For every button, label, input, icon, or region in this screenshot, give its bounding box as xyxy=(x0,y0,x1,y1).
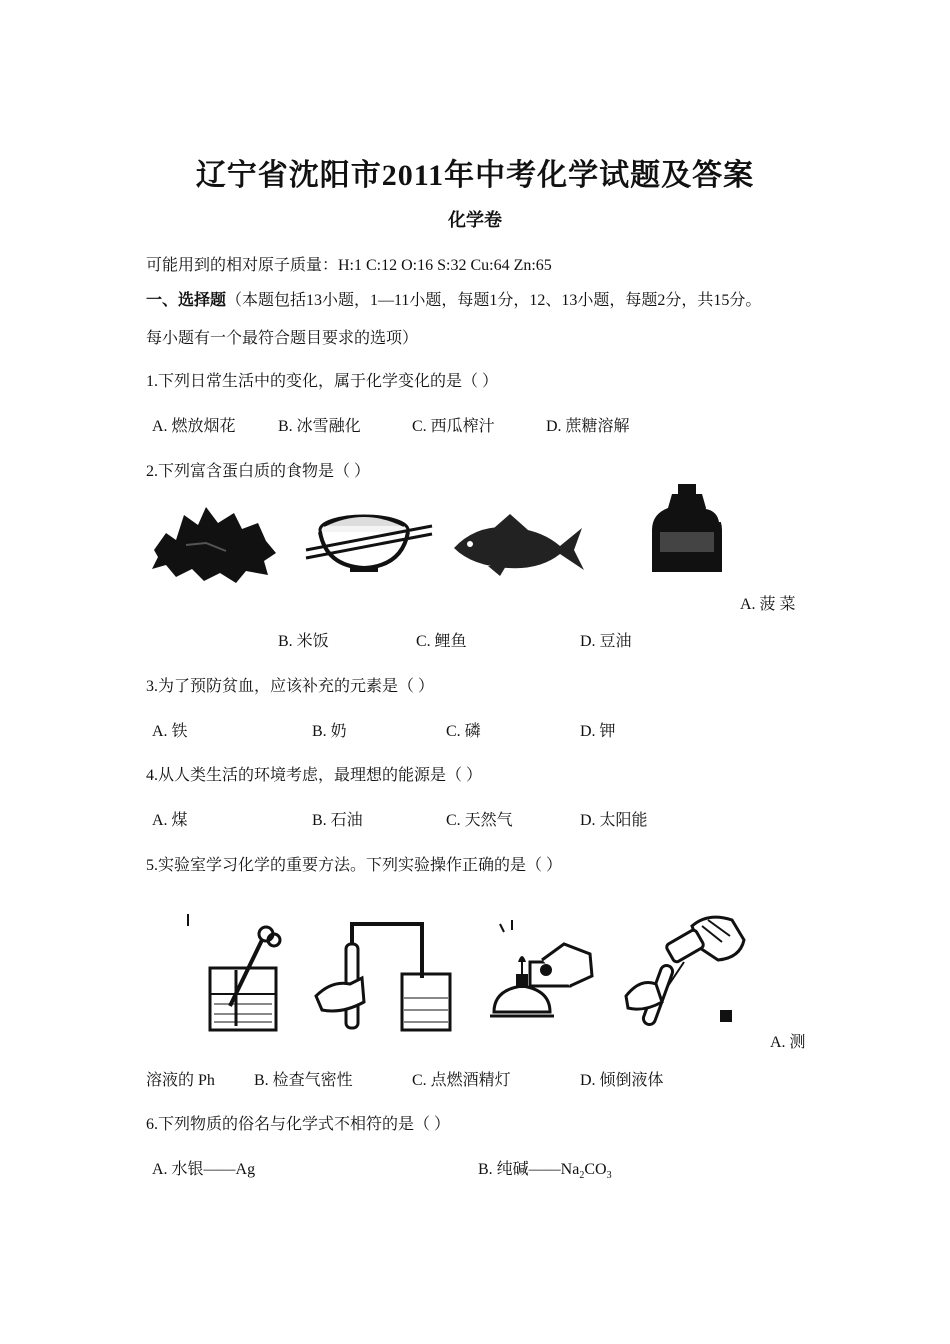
q4-stem: 4.从人类生活的环境考虑，最理想的能源是（ ） xyxy=(146,767,483,784)
q1-option-d: D. 蔗糖溶解 xyxy=(546,418,630,435)
q1-option-b: B. 冰雪融化 xyxy=(278,418,361,435)
q1-option-c: C. 西瓜榨汁 xyxy=(412,418,495,435)
airtightness-check-image xyxy=(312,918,460,1036)
q1-option-a: A. 燃放烟花 xyxy=(152,418,236,435)
section-heading: 一、选择题 xyxy=(146,292,227,309)
ph-test-image xyxy=(186,910,304,1036)
pour-liquid-image xyxy=(622,906,750,1032)
page-title: 辽宁省沈阳市2011年中考化学试题及答案 xyxy=(195,159,755,192)
q6-option-a: A. 水银——Ag xyxy=(152,1161,256,1178)
q3-option-d: D. 钾 xyxy=(580,723,616,740)
q2-option-b: B. 米饭 xyxy=(278,633,329,650)
section-heading-line xyxy=(146,287,761,310)
q2-option-d: D. 豆油 xyxy=(580,633,632,650)
q6-option-b xyxy=(478,1156,612,1181)
q6-option-b-prefix: B. 纯碱——Na xyxy=(478,1161,580,1178)
section-desc: （本题包括13小题，1—11小题，每题1分，12、13小题，每题2分，共15分。 xyxy=(226,292,762,309)
q3-option-a: A. 铁 xyxy=(152,723,188,740)
q6-option-b-sub2: 3 xyxy=(606,1170,612,1182)
q5-option-d: D. 倾倒液体 xyxy=(580,1072,664,1089)
soy-sauce-bottle-image xyxy=(622,478,724,578)
rice-bowl-image xyxy=(302,500,434,578)
carp-image xyxy=(448,512,588,578)
q5-stem: 5.实验室学习化学的重要方法。下列实验操作正确的是（ ） xyxy=(146,857,563,874)
atomic-masses: 可能用到的相对原子质量：H:1 C:12 O:16 S:32 Cu:64 Zn:65 xyxy=(146,257,552,274)
page-subtitle: 化学卷 xyxy=(448,210,502,230)
q2-stem: 2.下列富含蛋白质的食物是（ ） xyxy=(146,463,371,480)
q2-option-a: A. 菠 菜 xyxy=(740,596,796,613)
q4-option-a: A. 煤 xyxy=(152,812,188,829)
q6-stem: 6.下列物质的俗名与化学式不相符的是（ ） xyxy=(146,1116,451,1133)
section-desc-2: 每小题有一个最符合题目要求的选项） xyxy=(146,330,419,347)
q3-option-c: C. 磷 xyxy=(446,723,481,740)
q6-option-b-sub1: 2 xyxy=(579,1170,585,1182)
q5-option-a-part1: A. 测 xyxy=(770,1034,806,1051)
q1-stem: 1.下列日常生活中的变化，属于化学变化的是（ ） xyxy=(146,373,499,390)
q3-option-b: B. 奶 xyxy=(312,723,347,740)
q4-option-b: B. 石油 xyxy=(312,812,363,829)
q3-stem: 3.为了预防贫血，应该补充的元素是（ ） xyxy=(146,678,435,695)
q5-option-b: B. 检查气密性 xyxy=(254,1072,353,1089)
q6-option-b-mid: CO xyxy=(584,1161,607,1178)
alcohol-lamp-image xyxy=(482,920,602,1026)
q2-option-c: C. 鲤鱼 xyxy=(416,633,467,650)
q5-option-a-part2: 溶液的 Ph xyxy=(146,1072,215,1089)
q4-option-c: C. 天然气 xyxy=(446,812,513,829)
q4-option-d: D. 太阳能 xyxy=(580,812,648,829)
q5-option-c: C. 点燃酒精灯 xyxy=(412,1072,511,1089)
spinach-image xyxy=(146,495,280,587)
